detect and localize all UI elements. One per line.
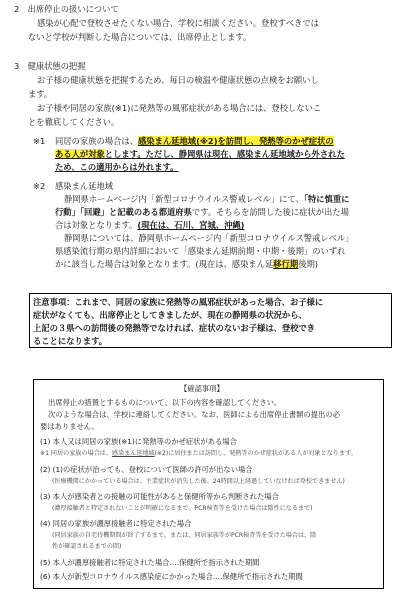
note-2-mark: ※2 [33,181,46,191]
confirm-item-3 [40,493,279,500]
confirm-item-4-detail-1: (同居家族の自宅待機期間が終了するまで。または、同居家族等がPCR検査等を受けた場合は、陰 [52,532,317,539]
confirmation-intro-3: 要はありません。 [40,422,99,431]
section-2-heading: 2 出席停止の扱いについて [14,4,119,14]
note-1-line-2 [55,150,345,158]
section-2-line-2: ないと学校が判断した場合については、出席停止とします。 [28,32,252,42]
note-1-highlight-b: ある人が対象 [55,149,105,159]
section-3-line-2: ます。 [28,89,53,99]
confirm-item-1 [40,438,237,445]
warning-line-3: 上記の３県への訪問後の発熱等でなければ、症状のないお子様は、登校でき [33,323,316,333]
note-2-line-6: 県感染流行期の県内詳細において「感染まん延期前期・中期・後期」のいずれ [55,246,346,256]
note-2-line-3 [55,208,349,216]
note-2-l3-plain: です。そちらを訪問した後に症状が出た場 [191,207,349,217]
confirmation-intro-2: 次のような場合は、学校に連絡してください。なお、医師による出席停止書類の提出の必 [48,410,340,419]
note-1-plain-a: 同居の家族の場合は、 [55,136,138,146]
confirmation-intro-1: 出席停止の措置とするものについて、以下の内容を確認してください。 [48,398,282,407]
note-2-line-2 [64,195,349,203]
confirm-item-2-detail: (医療機関にかかっている場合は、主業症状が消失した後、24時間以上経過していなければ登校できません) [52,478,345,485]
note-1-bold-c: ため、この適用からは外れます。 [55,162,179,172]
note-2-title: 感染まん延地域 [55,181,114,191]
confirm-item-5 [40,559,259,566]
section-3-line-1: お子様の健康状態を把握するため、毎日の検温や健康状態の点検をお願いし [37,75,319,85]
confirm-note-1-link: 感染まん延地域 [111,450,155,457]
note-2-l4-plain: 合は対象となります。 [55,220,138,230]
confirm-note-1-label: ※1 [40,450,49,457]
confirm-item-3-detail: (濃厚接触者と特定されないことが明確になるまで。PCR検査等を受けた場合は陰性になるまで) [52,505,313,512]
confirm-note-1-pre: 同居の家族の場合は、 [50,450,112,457]
confirm-item-6-text: 本人が新型コロナウイルス感染症にかかった場合‥‥保健所で指示された期間 [52,572,303,581]
confirm-item-4-detail-2: 性が確認されるまでの間) [52,543,122,550]
note-1-bold-b: とします。ただし、静岡県は現在、感染まん延地域から外された [104,149,345,159]
confirm-item-1-text: 本人又は同居の家族(※1)に発熱等のかぜ症状がある場合 [52,437,237,446]
note-2-l7-end: 後期) [298,259,319,269]
confirm-item-4 [40,520,191,527]
confirm-note-1 [40,451,357,457]
confirm-item-4-label: (4) [40,519,51,528]
section-3-line-3: お子様や同居の家族(※1)に発熱等の風邪症状がある場合には、登校しないこ [37,103,322,113]
confirmation-title: 【確認事項】 [180,384,224,393]
confirm-item-1-label: (1) [40,437,51,446]
section-3-heading: 3 健康状態の把握 [14,61,86,71]
warning-line-2: 症状がなくても、出席停止としてきましたが、現在の静岡県の状況から、 [33,310,307,320]
confirm-item-6-label: (6) [40,572,51,581]
confirm-item-3-text: 本人が感染者との接触の可能性があると保健所等から判断された場合 [52,492,279,501]
warning-line-1: 注意事項：これまで、同居の家族に発熱等の風邪症状があった場合、お子様に [33,297,324,307]
note-2-l3-bold: 行動」「回避」と記載のある都道府県 [55,207,192,217]
warning-line-4: ることになります。 [33,336,108,346]
confirm-item-2-label: (2) [40,465,51,474]
note-2-l7-plain: かに該当した場合は対象となります。(現在は、感染まん延 [55,259,274,269]
note-2-l2-bold: 「特に慎重に [303,194,350,204]
note-1-highlight-a: 感染まん延地域(※2)を訪問し、発熱等のかぜ症状の [137,136,334,146]
confirm-item-4-text: 同居の家族が濃厚接触者に特定された場合 [52,519,192,528]
confirm-item-6 [40,573,303,580]
confirm-item-2-text: (1)の症状が治っても、登校について医師の許可が出ない場合 [52,465,253,474]
confirm-item-3-label: (3) [40,492,51,501]
note-2-line-7 [55,260,318,268]
section-3-line-4: とを徹底してください。 [28,117,120,127]
note-1-mark: ※1 [33,136,46,146]
confirm-item-2 [40,466,253,473]
confirm-item-5-text: 本人が濃厚接触者に特定された場合‥‥保健所で指示された期間 [52,558,260,567]
confirm-note-1-post: (※2)に居住または訪問し、発熱等のかぜ症状がある人が対象となります。 [154,450,357,457]
note-2-line-4 [55,221,244,229]
note-2-l4-bold: (現在は、石川、宮城、沖縄) [137,220,245,230]
note-2-l7-highlight: 移行期 [273,259,299,269]
note-2-line-5: 静岡県については、静岡県ホームページ内「新型コロナウイルス警戒レベル」 [64,233,354,243]
note-2-l2-plain: 静岡県ホームページ内「新型コロナウイルス警戒レベル」にて、 [64,194,304,204]
section-2-line-1: 感染が心配で登校させたくない場合、学校に相談ください。登校すべきでは [37,18,319,28]
confirm-item-5-label: (5) [40,558,51,567]
note-1-line-1 [55,137,334,145]
